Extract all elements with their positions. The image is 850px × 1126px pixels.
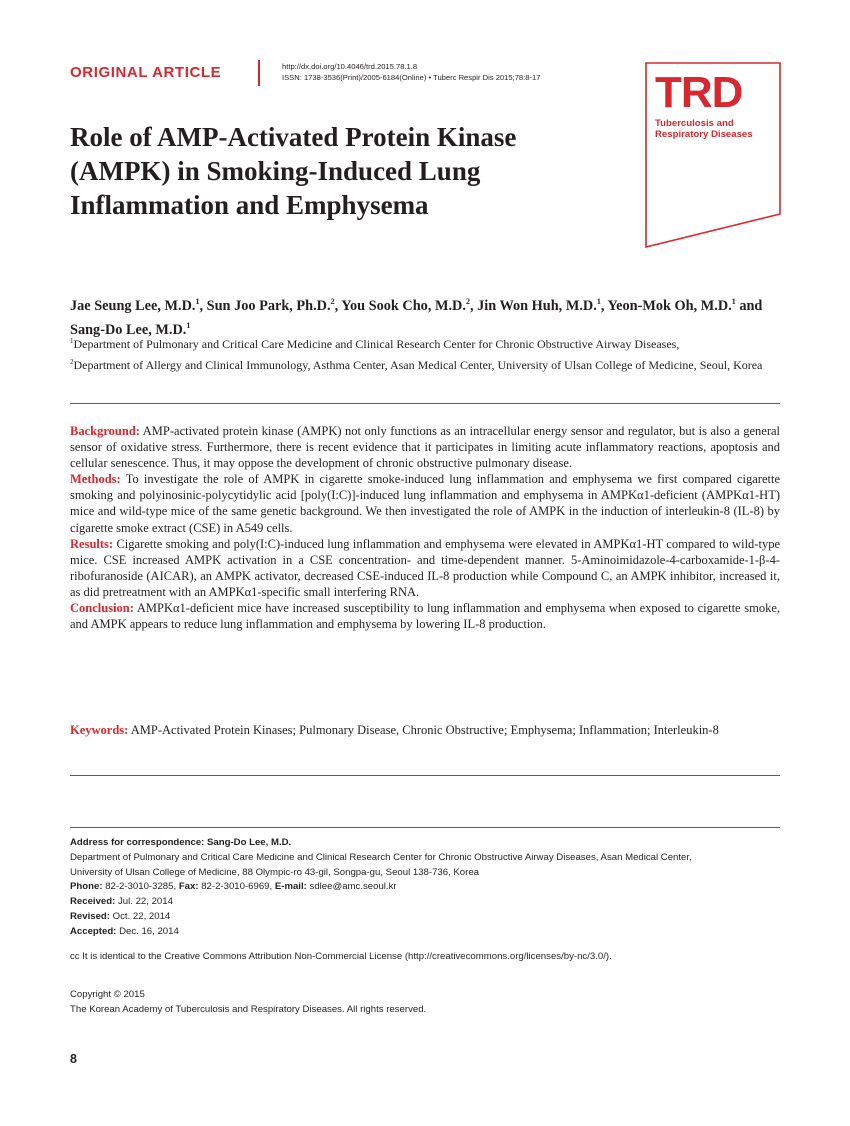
- fax-label: Fax:: [178, 881, 199, 893]
- author: Sang-Do Lee, M.D.: [70, 321, 187, 338]
- keywords-label: Keywords:: [70, 723, 129, 737]
- revised-label: Revised:: [70, 910, 110, 922]
- affiliations: [70, 332, 782, 374]
- accepted-label: Accepted:: [70, 925, 117, 937]
- correspondence-address: Department of Pulmonary and Critical Care Medicine and Clinical Research Center for Chronic Obstructive Airway Diseases, Asan Medical Center,: [70, 851, 692, 863]
- affiliation-text: Department of Pulmonary and Critical Care Medicine and Clinical Research Center for Chronic Obstructive Airway Diseases,: [73, 337, 680, 351]
- abstract-conclusion: [70, 600, 780, 632]
- logo-abbr: TRD: [655, 68, 743, 117]
- received-date: Jul. 22, 2014: [118, 896, 173, 908]
- affiliation: [70, 353, 782, 374]
- author: Sun Joo Park, Ph.D.: [206, 297, 331, 314]
- affiliation-sup: 1: [70, 337, 74, 345]
- methods-text: To investigate the role of AMPK in cigarette smoke-induced lung inflammation and emphysema we first compared cigarette smoking and polyinosinic-polycytidylic acid [poly(I:C)]-induced lung inflammation and emphysema in AMPKα1-deficient (AMPKα1-HT) mice and wild-type mice of the same genetic background. We then investigated the role of AMPK in the induction of interleukin-8 (IL-8) by cigarette smoke extract (CSE) in A549 cells.: [70, 472, 780, 535]
- correspondence-block: [70, 836, 782, 940]
- doi-link[interactable]: http://dx.doi.org/10.4046/trd.2015.78.1.8: [282, 62, 418, 71]
- license-statement: cc It is identical to the Creative Commons Attribution Non-Commercial License (http://creativecommons.org/licenses/by-nc/3.0/).: [70, 951, 612, 962]
- phone-value: 82-2-3010-3285,: [105, 881, 177, 893]
- author-separator: and: [735, 297, 763, 314]
- issn-text: ISSN: 1738-3536(Print)/2005-6184(Online) • Tuberc Respir Dis 2015;78:8-17: [282, 73, 541, 82]
- received-line: [70, 895, 782, 910]
- header-meta: [282, 61, 540, 83]
- header-divider: [258, 60, 260, 86]
- revised-date: Oct. 22, 2014: [112, 910, 171, 922]
- results-text: Cigarette smoking and poly(I:C)-induced lung inflammation and emphysema were elevated in AMPKα1-HT compared to wild-type mice. CSE increased AMPK activation in a CSE concentration- and time-dependent manner. 5-Aminoimidazole-4-carboxamide-1-β-4-ribofuranoside (AICAR), an AMPK activator, decreased CSE-induced IL-8 production while Compound C, an AMPK inhibitor, increased it, as did pretreatment with an AMPKα1-specific small interfering RNA.: [70, 536, 780, 599]
- copyright-year: Copyright © 2015: [70, 989, 145, 1000]
- title-line: Inflammation and Emphysema: [70, 190, 429, 220]
- results-label: Results:: [70, 536, 114, 551]
- author: Jae Seung Lee, M.D.: [70, 297, 196, 314]
- logo-subtitle: [655, 118, 753, 140]
- abstract-background: [70, 423, 780, 471]
- received-label: Received:: [70, 896, 116, 908]
- copyright-holder: The Korean Academy of Tuberculosis and Respiratory Diseases. All rights reserved.: [70, 1003, 427, 1015]
- journal-logo-text: [655, 70, 753, 140]
- email-link[interactable]: sdlee@amc.seoul.kr: [309, 881, 397, 893]
- affiliation-sup: 2: [70, 358, 74, 366]
- accepted-line: [70, 925, 782, 940]
- section-rule: [70, 827, 780, 828]
- accepted-date: Dec. 16, 2014: [119, 925, 179, 937]
- phone-label: Phone:: [70, 881, 103, 893]
- author: Jin Won Huh, M.D.: [477, 297, 597, 314]
- logo-subtitle-line2: Respiratory Diseases: [655, 129, 753, 140]
- email-label: E-mail:: [274, 881, 307, 893]
- author: You Sook Cho, M.D.: [341, 297, 466, 314]
- keywords-text: AMP-Activated Protein Kinases; Pulmonary Disease, Chronic Obstructive; Emphysema; Inflammation; Interleukin-8: [130, 723, 719, 737]
- article-title: [70, 120, 590, 222]
- abstract-results: [70, 536, 780, 600]
- affiliation-text: Department of Allergy and Clinical Immunology, Asthma Center, Asan Medical Center, University of Ulsan College of Medicine, Seoul, Korea: [73, 358, 763, 372]
- title-line: (AMPK) in Smoking-Induced Lung: [70, 156, 481, 186]
- abstract-methods: [70, 471, 780, 535]
- section-rule: [70, 775, 780, 776]
- contact-line: [70, 880, 782, 895]
- author: Yeon-Mok Oh, M.D.: [607, 297, 732, 314]
- author-affil-sup: 2: [330, 297, 335, 306]
- author-affil-sup: 1: [731, 297, 736, 306]
- author-separator: ,: [334, 297, 342, 314]
- fax-value: 82-2-3010-6969,: [201, 881, 273, 893]
- methods-label: Methods:: [70, 472, 121, 487]
- logo-subtitle-line1: Tuberculosis and: [655, 118, 734, 129]
- copyright: [70, 988, 782, 1018]
- conclusion-label: Conclusion:: [70, 601, 134, 616]
- keywords: [70, 722, 780, 738]
- background-text: AMP-activated protein kinase (AMPK) not only functions as an intracellular energy sensor and regulator, but is also a general sensor of oxidative stress. Furthermore, there is recent evidence that it participates in limiting acute inflammatory reactions, apoptosis and cellular senescence. Thus, it may oppose the development of chronic obstructive pulmonary disease.: [70, 424, 781, 471]
- article-type-label: ORIGINAL ARTICLE: [70, 64, 222, 81]
- author-separator: ,: [469, 297, 478, 314]
- affiliation: [70, 332, 782, 353]
- author-affil-sup: 1: [195, 297, 200, 306]
- correspondence-heading: Address for correspondence: Sang-Do Lee, M.D.: [70, 837, 292, 848]
- author-affil-sup: 1: [186, 320, 191, 330]
- background-label: Background:: [70, 424, 140, 438]
- author-affil-sup: 1: [596, 297, 601, 306]
- page-number: 8: [70, 1052, 77, 1066]
- revised-line: [70, 910, 782, 925]
- conclusion-text: AMPKα1-deficient mice have increased susceptibility to lung inflammation and emphysema when exposed to cigarette smoke, and AMPK appears to reduce lung inflammation and emphysema by lowering IL-8 production.: [70, 601, 780, 632]
- section-rule: [70, 403, 780, 404]
- correspondence-address: University of Ulsan College of Medicine, 88 Olympic-ro 43-gil, Songpa-gu, Seoul 138-736, Korea: [70, 866, 480, 878]
- title-line: Role of AMP-Activated Protein Kinase: [70, 122, 517, 152]
- author-separator: ,: [600, 297, 608, 314]
- abstract: [70, 423, 780, 632]
- author-affil-sup: 2: [465, 297, 470, 306]
- author-separator: ,: [199, 297, 207, 314]
